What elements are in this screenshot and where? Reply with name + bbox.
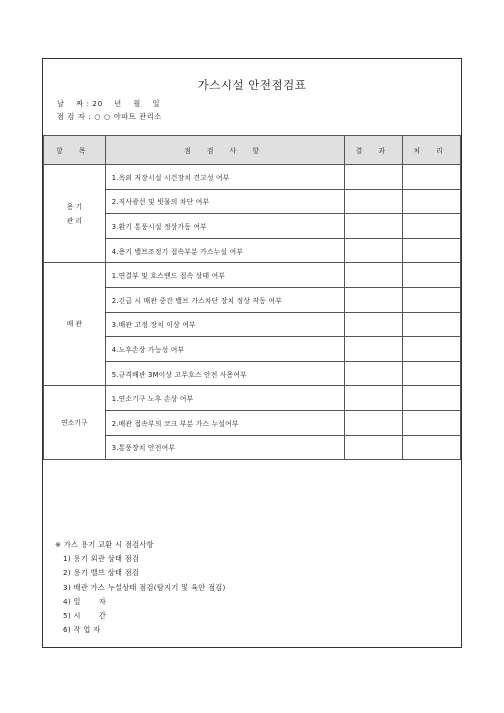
result-cell[interactable]	[345, 361, 403, 386]
inspection-form	[42, 58, 462, 648]
header-category: 항 목	[44, 136, 106, 165]
category-cell: 연소기구	[44, 386, 106, 460]
table-row	[44, 214, 461, 239]
table-row	[44, 312, 461, 337]
check-item: 5.규격배관 3M이상 고무호스 안전 사용여부	[105, 361, 345, 386]
note-line: 3) 배관 가스 누설상태 점검(탐지기 및 육안 점검)	[63, 582, 226, 592]
note-line: 2) 용기 밸브 상태 점검	[63, 568, 140, 578]
action-cell[interactable]	[403, 337, 461, 362]
note-line: 6) 작 업 자	[63, 625, 101, 635]
note-line: 1) 용기 외관 상태 점검	[63, 554, 140, 564]
action-cell[interactable]	[403, 386, 461, 411]
replacement-notes	[55, 538, 226, 637]
result-cell[interactable]	[345, 287, 403, 312]
action-cell[interactable]	[403, 263, 461, 288]
check-item: 2.긴급 시 배관 중간 밸브 가스차단 장치 정상 작동 여부	[105, 287, 345, 312]
check-item: 1.옥외 저장시설 시건장치 견고성 여부	[105, 165, 345, 190]
result-cell[interactable]	[345, 435, 403, 460]
action-cell[interactable]	[403, 312, 461, 337]
check-item: 4.노후손상 가능성 여부	[105, 337, 345, 362]
action-cell[interactable]	[403, 435, 461, 460]
check-item: 2.직사광선 및 빗물의 차단 여부	[105, 189, 345, 214]
table-row	[44, 361, 461, 386]
result-cell[interactable]	[345, 214, 403, 239]
result-cell[interactable]	[345, 337, 403, 362]
checklist-table	[43, 135, 461, 460]
check-item: 1.연소기구 노후 손상 여부	[105, 386, 345, 411]
header-result: 결 과	[345, 136, 403, 165]
inspector-line: 점 검 자 : ○ ○ 아파트 관리소	[57, 112, 162, 121]
result-cell[interactable]	[345, 165, 403, 190]
result-cell[interactable]	[345, 238, 403, 263]
check-item: 3.환기 통풍시설 정상가동 여부	[105, 214, 345, 239]
date-line: 날 짜 : 20 년 월 일	[57, 99, 161, 108]
table-row	[44, 189, 461, 214]
table-row	[44, 165, 461, 190]
action-cell[interactable]	[403, 238, 461, 263]
result-cell[interactable]	[345, 263, 403, 288]
result-cell[interactable]	[345, 386, 403, 411]
notes-heading: ※ 가스 용기 교환 시 점검사항	[55, 540, 154, 549]
result-cell[interactable]	[345, 312, 403, 337]
check-item: 3.통풍장치 안전여부	[105, 435, 345, 460]
category-cell: 용 기 관 리	[44, 165, 106, 263]
table-row	[44, 435, 461, 460]
action-cell[interactable]	[403, 165, 461, 190]
result-cell[interactable]	[345, 189, 403, 214]
table-row	[44, 287, 461, 312]
check-item: 1.연결부 및 호스밴드 접속 상태 여부	[105, 263, 345, 288]
form-title: 가스시설 안전점검표	[197, 78, 307, 92]
check-item: 2.배관 접속부의 코크 부분 가스 누설여부	[105, 410, 345, 435]
result-cell[interactable]	[345, 410, 403, 435]
category-cell: 배 관	[44, 263, 106, 386]
note-line: 5) 시 간	[63, 611, 107, 621]
check-item: 3.배관 고정 장치 이상 여부	[105, 312, 345, 337]
table-row	[44, 337, 461, 362]
check-item: 4.용기 밸브조정기 접속부분 가스누설 여부	[105, 238, 345, 263]
action-cell[interactable]	[403, 214, 461, 239]
header-item: 점 검 사 항	[105, 136, 345, 165]
table-header-row	[44, 136, 461, 165]
action-cell[interactable]	[403, 287, 461, 312]
action-cell[interactable]	[403, 189, 461, 214]
table-body	[44, 165, 461, 460]
header-action: 처 리	[403, 136, 461, 165]
note-line: 4) 일 자	[63, 596, 107, 606]
action-cell[interactable]	[403, 410, 461, 435]
action-cell[interactable]	[403, 361, 461, 386]
table-row	[44, 410, 461, 435]
table-row	[44, 386, 461, 411]
table-row	[44, 238, 461, 263]
table-row	[44, 263, 461, 288]
